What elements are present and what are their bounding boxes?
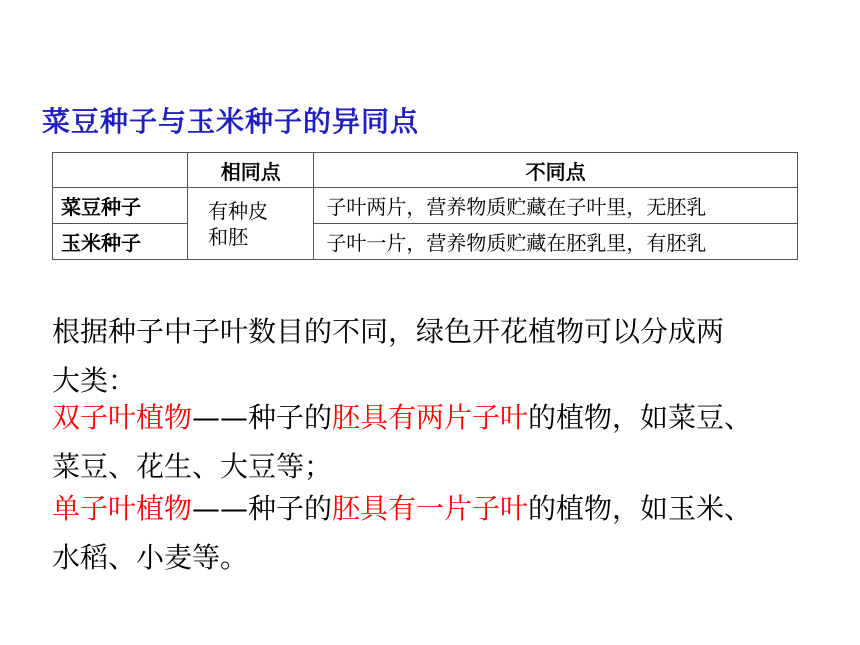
monocot-rest: 的植物，如玉米、	[528, 492, 753, 525]
dicot-rest: 的植物，如菜豆、	[528, 401, 753, 434]
row-label-bean-seed: 菜豆种子	[53, 188, 188, 224]
table-header-common: 相同点	[188, 153, 314, 188]
difference-bean-seed: 子叶两片，营养物质贮藏在子叶里，无胚乳	[314, 188, 798, 224]
intro-line-1: 根据种子中子叶数目的不同，绿色开花植物可以分成两	[52, 315, 725, 348]
slide-title: 菜豆种子与玉米种子的异同点	[42, 105, 420, 138]
dicot-dash: ——种子的	[192, 401, 333, 434]
table-header-row	[53, 153, 798, 188]
table-row	[53, 188, 798, 224]
table-row	[53, 224, 798, 260]
comparison-table	[52, 152, 798, 260]
common-points-cell	[188, 188, 314, 260]
dicot-feature: 胚具有两片子叶	[332, 401, 529, 434]
table-header-empty	[53, 153, 188, 188]
common-line-1: 有种皮	[208, 198, 269, 223]
row-label-corn-seed: 玉米种子	[53, 224, 188, 260]
common-line-2: 和胚	[208, 224, 249, 249]
monocot-paragraph	[52, 484, 752, 582]
dicot-line-2: 菜豆、花生、大豆等；	[52, 450, 333, 483]
dicot-paragraph	[52, 393, 752, 491]
intro-line-2: 大类：	[52, 364, 137, 397]
dicot-line-1	[52, 393, 752, 442]
monocot-line-1	[52, 484, 752, 533]
monocot-term: 单子叶植物	[52, 492, 193, 525]
dicot-term: 双子叶植物	[52, 401, 193, 434]
monocot-dash: ——种子的	[192, 492, 333, 525]
monocot-line-2: 水稻、小麦等。	[52, 541, 249, 574]
table-header-difference: 不同点	[314, 153, 798, 188]
monocot-feature: 胚具有一片子叶	[332, 492, 529, 525]
difference-corn-seed: 子叶一片，营养物质贮藏在胚乳里，有胚乳	[314, 224, 798, 260]
intro-paragraph	[52, 307, 724, 405]
